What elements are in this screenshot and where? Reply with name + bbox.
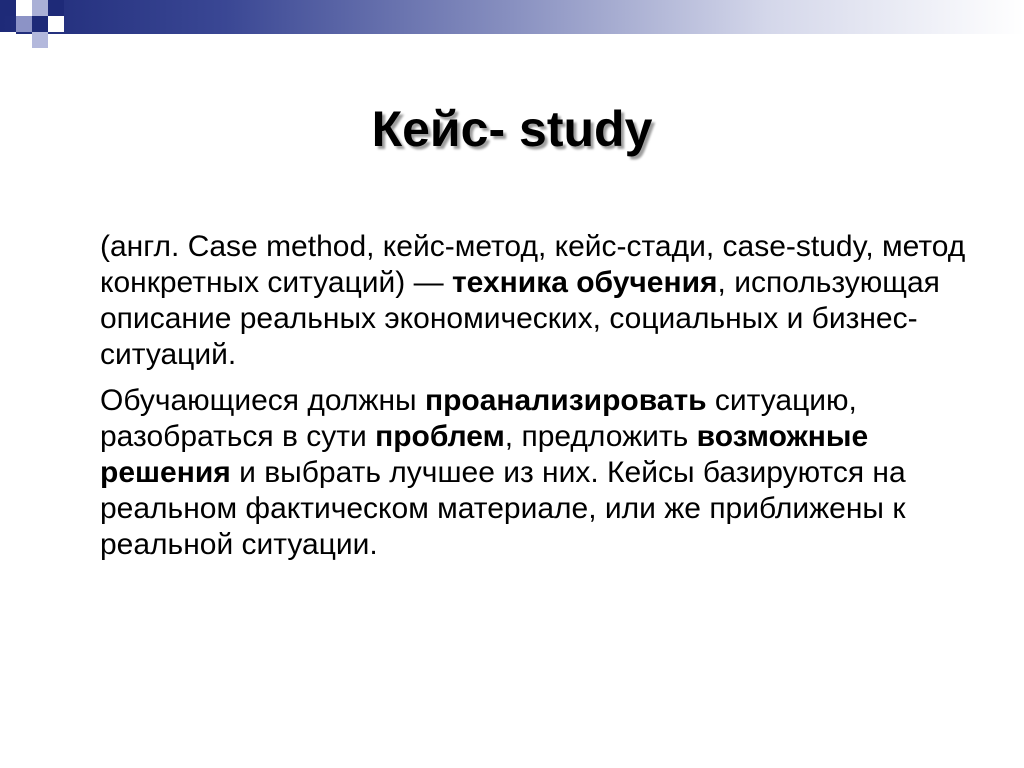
corner-square (32, 16, 48, 32)
slide-title: Кейс- study (371, 101, 653, 157)
corner-square (48, 0, 64, 16)
task-bold-1: проанализировать (424, 384, 707, 417)
task-paragraph (100, 383, 980, 563)
corner-square (48, 16, 64, 32)
task-text-3: , предложить (504, 420, 697, 453)
header-gradient-band (0, 0, 1024, 34)
definition-bold-term: техника обучения (451, 266, 718, 299)
corner-square (16, 0, 32, 16)
corner-square (0, 0, 16, 16)
definition-paragraph (100, 229, 980, 373)
task-bold-2: проблем (375, 420, 505, 453)
task-text-2: ситуацию, разобраться в сути (100, 384, 857, 453)
corner-square (32, 0, 48, 16)
task-text-1: Обучающиеся должны (100, 384, 425, 417)
corner-square (32, 32, 48, 48)
definition-rest: , использующая описание реальных экономических, социальных и бизнес-ситуаций. (100, 266, 940, 371)
corner-square (0, 32, 16, 48)
definition-intro: (англ. Case method, кейс-метод, кейс-стади, case-study, метод конкретных ситуаций) — (100, 230, 966, 299)
task-text-4: и выбрать лучшее из них. Кейсы базируются на реальном фактическом материале, или же приближены к реальной ситуации. (100, 456, 906, 561)
task-bold-3: возможные решения (100, 420, 869, 489)
corner-square (16, 16, 32, 32)
slide-body (100, 229, 980, 573)
